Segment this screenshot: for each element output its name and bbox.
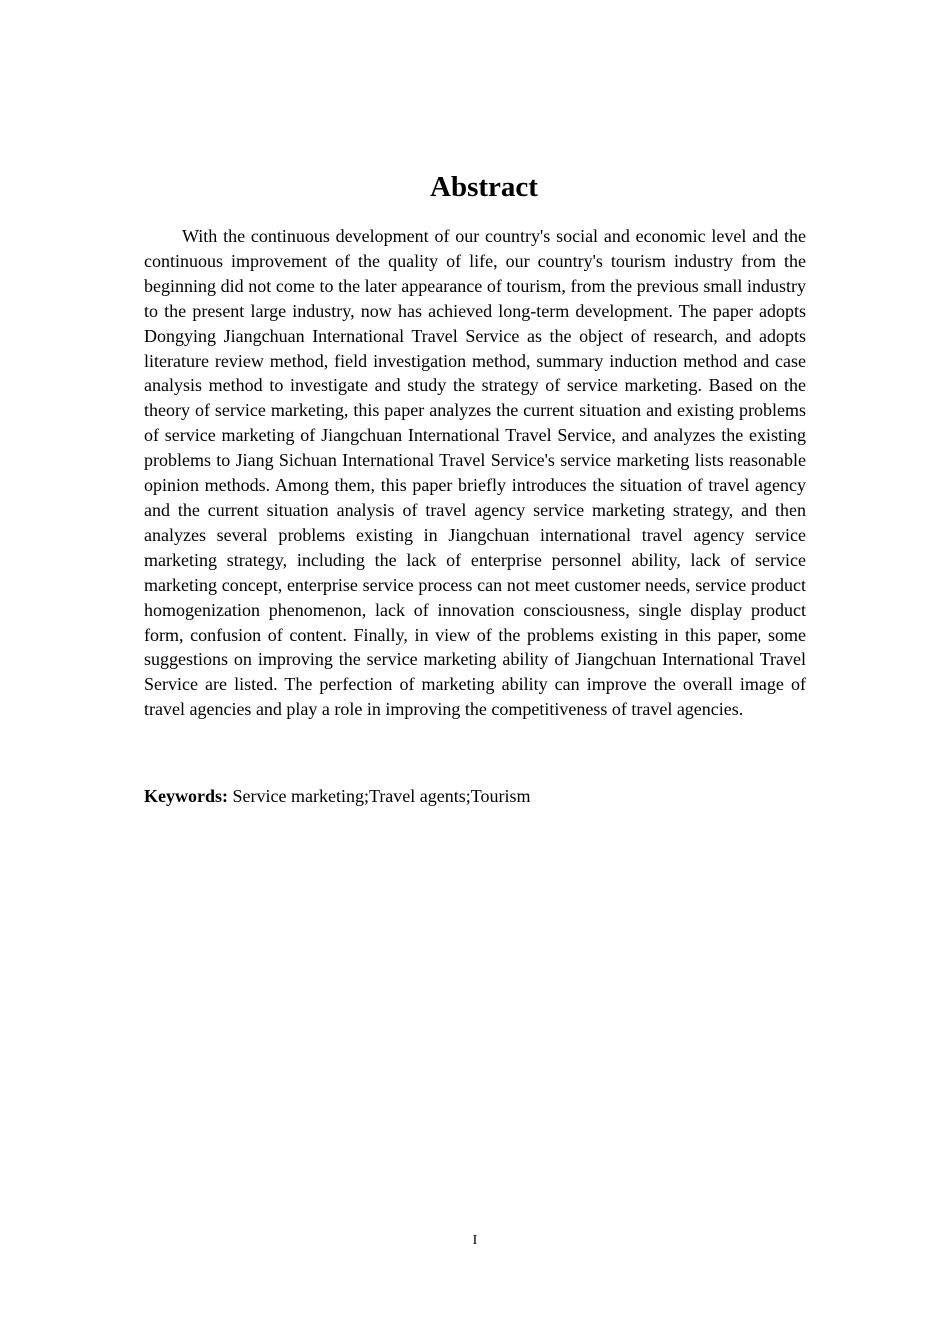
page-number: I [472, 1233, 478, 1248]
keywords-label: Keywords: [144, 786, 228, 806]
keywords-value: Service marketing;Travel agents;Tourism [232, 786, 531, 806]
abstract-title: Abstract [430, 171, 538, 203]
abstract-body: With the continuous development of our country's social and economic level and the continuous improvement of the quality of life, our country's tourism industry from the beginning did not come to the later appearance of tourism, from the previous small industry to the present large industry, now has achieved long-term development. The paper adopts Dongying Jiangchuan International Travel Service as the object of research, and adopts literature review method, field investigation method, summary induction method and case analysis method to investigate and study the strategy of service marketing. Based on the theory of service marketing, this paper analyzes the current situation and existing problems of service marketing of Jiangchuan International Travel Service, and analyzes the existing problems to Jiang Sichuan International Travel Service's service marketing lists reasonable opinion methods. Among them, this paper briefly introduces the situation of travel agency and the current situation analysis of travel agency service marketing strategy, and then analyzes several problems existing in Jiangchuan international travel agency service marketing strategy, including the lack of enterprise personnel ability, lack of service marketing concept, enterprise service process can not meet customer needs, service product homogenization phenomenon, lack of innovation consciousness, single display product form, confusion of content. Finally, in view of the problems existing in this paper, some suggestions on improving the service marketing ability of Jiangchuan International Travel Service are listed. The perfection of marketing ability can improve the overall image of travel agencies and play a role in improving the competitiveness of travel agencies. [144, 226, 806, 720]
keywords-line [144, 784, 806, 809]
